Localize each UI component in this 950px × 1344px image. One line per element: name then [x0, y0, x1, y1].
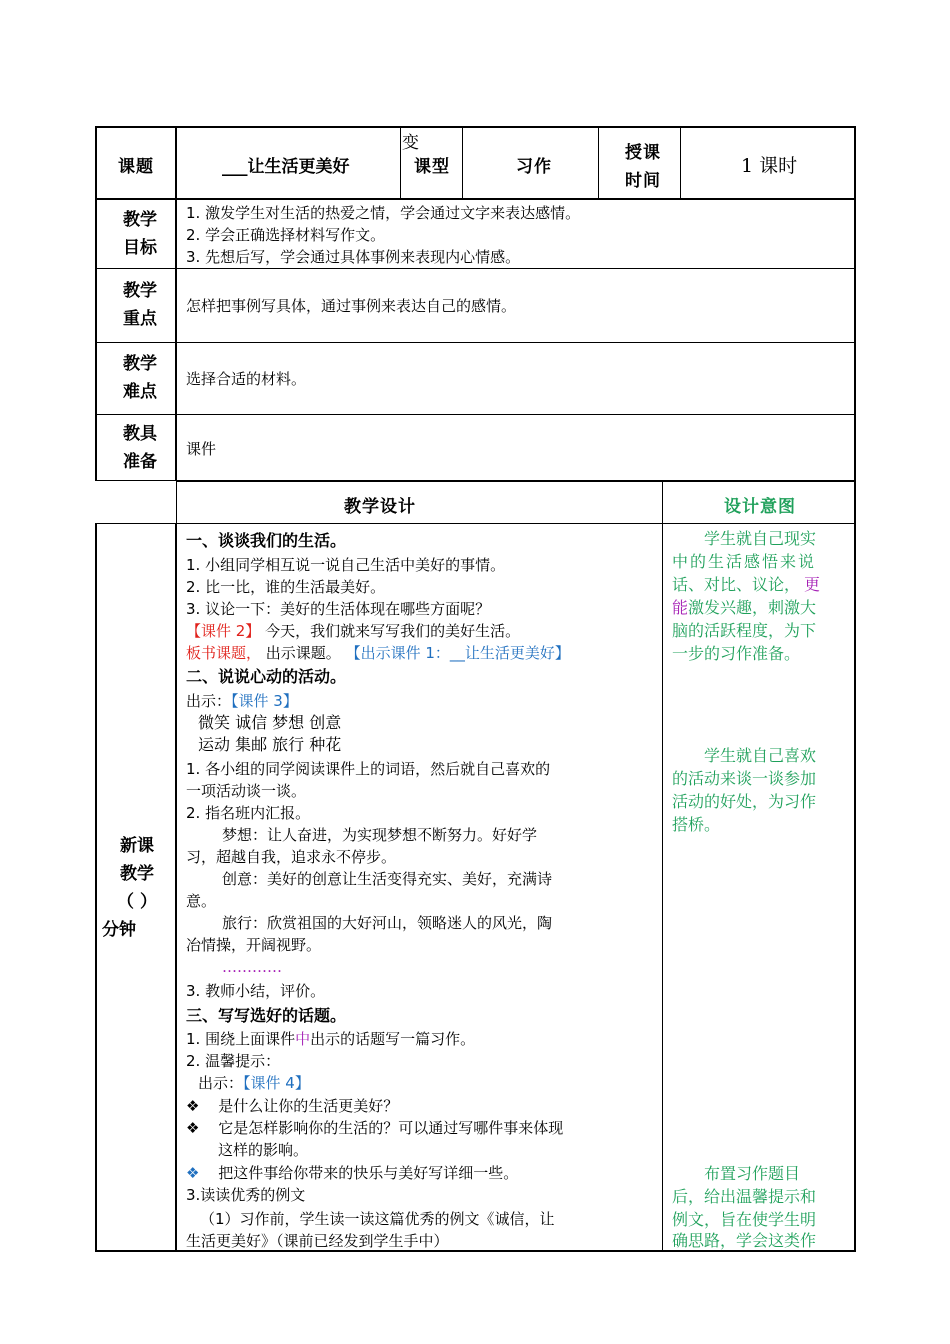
- design-intent-heading: 设计意图: [724, 497, 796, 517]
- step-line: 2. 温馨提示：: [186, 1052, 281, 1070]
- step-line: 3.读读优秀的例文: [186, 1186, 306, 1204]
- section-heading: 二、说说心动的活动。: [186, 667, 347, 686]
- board-line: 板书课题， 出示课题。 【出示课件 1：__让生活更美好】: [186, 644, 570, 662]
- tools-label: 教具 准备: [123, 424, 157, 472]
- row-divider: [95, 523, 856, 524]
- example-line: 梦想：让人奋进，为实现梦想不断努力。好好学: [222, 826, 538, 844]
- intent-note: 学生就自己现实: [704, 529, 817, 548]
- difficulty-label: 教学 难点: [123, 354, 157, 402]
- step-line: （1）习作前，学生读一读这篇优秀的例文《诚信，让: [200, 1210, 555, 1228]
- intent-note: 学生就自己喜欢: [704, 746, 817, 765]
- intent-note: 能激发兴趣，刺激大: [672, 598, 817, 617]
- goal-label: 教学 目标: [123, 210, 157, 258]
- word-list: 运动 集邮 旅行 种花: [198, 735, 342, 754]
- courseware-tag: 【课件 4】: [243, 1074, 310, 1092]
- courseware-tag: 【课件 2】: [186, 622, 261, 640]
- intent-note: 搭桥。: [672, 815, 721, 834]
- example-line: 旅行：欣赏祖国的大好河山，领略迷人的风光，陶: [222, 914, 553, 932]
- col-divider: [662, 480, 663, 1252]
- tip-line: 这样的影响。: [218, 1141, 309, 1159]
- goal-item: 2. 学会正确选择材料写作文。: [186, 226, 386, 244]
- row-divider: [95, 480, 856, 482]
- show-line: 出示：【课件 4】: [198, 1074, 310, 1092]
- col-divider: [400, 126, 401, 198]
- bullet-icon: ❖: [186, 1097, 200, 1115]
- step-line: 一项活动谈一谈。: [186, 782, 307, 800]
- subject-label: 课题: [118, 157, 154, 177]
- courseware-tag: 【课件 3】: [231, 692, 298, 710]
- lesson-title: ___让生活更美好: [222, 157, 350, 177]
- row-divider: [95, 268, 856, 269]
- ellipsis: …………: [222, 958, 282, 976]
- row-divider: [95, 342, 856, 343]
- intent-note: 一步的习作准备。: [672, 644, 801, 663]
- intent-note: 活动的好处，为习作: [672, 792, 817, 811]
- step-line: 3. 议论一下：美好的生活体现在哪些方面呢？: [186, 600, 491, 618]
- example-line: 冶情操，开阔视野。: [186, 936, 322, 954]
- col-divider: [462, 126, 463, 198]
- intent-note: 例文，旨在使学生明: [672, 1210, 817, 1229]
- key-text: 怎样把事例写具体，通过事例来表达自己的感情。: [186, 297, 517, 315]
- intent-note: 确思路，学会这类作: [672, 1231, 817, 1250]
- step-line: 1. 围绕上面课件中出示的话题写一篇习作。: [186, 1030, 476, 1048]
- step-line: 3. 教师小结，评价。: [186, 982, 326, 1000]
- bian-char: 变: [402, 133, 419, 153]
- step-line: 1. 各小组的同学阅读课件上的词语，然后就自己喜欢的: [186, 760, 551, 778]
- difficulty-text: 选择合适的材料。: [186, 370, 307, 388]
- intent-note: 中的生活感悟来说: [672, 552, 817, 571]
- example-line: 意。: [186, 892, 217, 910]
- tools-text: 课件: [186, 440, 217, 458]
- row-divider: [95, 198, 856, 200]
- col-divider: [175, 126, 177, 1252]
- intent-note: 后，给出温馨提示和: [672, 1187, 817, 1206]
- courseware-tag: 【出示课件 1：__让生活更美好】: [345, 644, 570, 662]
- tip-line: ❖ 把这件事给你带来的快乐与美好写详细一些。: [186, 1164, 519, 1182]
- time-label: 时间: [625, 171, 661, 191]
- new-lesson-label: 新课 教学 （ ） 分钟: [102, 836, 157, 940]
- row-divider: [95, 414, 856, 415]
- step-line: 生活更美好》（课前已经发到学生手中）: [186, 1232, 449, 1250]
- key-label: 教学 重点: [123, 281, 157, 329]
- step-line: 2. 指名班内汇报。: [186, 804, 311, 822]
- tip-line: ❖ 是什么让你的生活更美好？: [186, 1097, 399, 1115]
- type-value: 习作: [516, 157, 552, 177]
- intent-note: 话、对比、议论， 更: [672, 575, 821, 594]
- example-line: 习，超越自我，追求永不停步。: [186, 848, 397, 866]
- goal-item: 1. 激发学生对生活的热爱之情，学会通过文字来表达感情。: [186, 204, 581, 222]
- goal-item: 3. 先想后写，学会通过具体事例来表现内心情感。: [186, 248, 521, 266]
- col-divider: [598, 126, 599, 198]
- bullet-icon: ❖: [186, 1164, 200, 1182]
- word-list: 微笑 诚信 梦想 创意: [198, 713, 342, 732]
- courseware-line: 【课件 2】 今天，我们就来写写我们的美好生活。: [186, 622, 521, 640]
- tip-line: ❖ 它是怎样影响你的生活的？可以通过写哪件事来体现: [186, 1119, 564, 1137]
- section-heading: 一、谈谈我们的生活。: [186, 531, 347, 550]
- step-line: 1. 小组同学相互说一说自己生活中美好的事情。: [186, 556, 506, 574]
- intent-note: 的活动来谈一谈参加: [672, 769, 817, 788]
- col-divider: [680, 126, 681, 198]
- step-line: 2. 比一比，谁的生活最美好。: [186, 578, 386, 596]
- time-label: 授课: [625, 143, 661, 163]
- intent-note: 布置习作题目: [704, 1164, 801, 1183]
- duration: 1 课时: [741, 155, 798, 177]
- section-heading: 三、写写选好的话题。: [186, 1006, 347, 1025]
- example-line: 创意：美好的创意让生活变得充实、美好，充满诗: [222, 870, 553, 888]
- intent-note: 脑的活跃程度，为下: [672, 621, 817, 640]
- type-label: 课型: [414, 157, 450, 177]
- teaching-design-heading: 教学设计: [344, 497, 416, 517]
- show-line: 出示：【课件 3】: [186, 692, 298, 710]
- bullet-icon: ❖: [186, 1119, 200, 1137]
